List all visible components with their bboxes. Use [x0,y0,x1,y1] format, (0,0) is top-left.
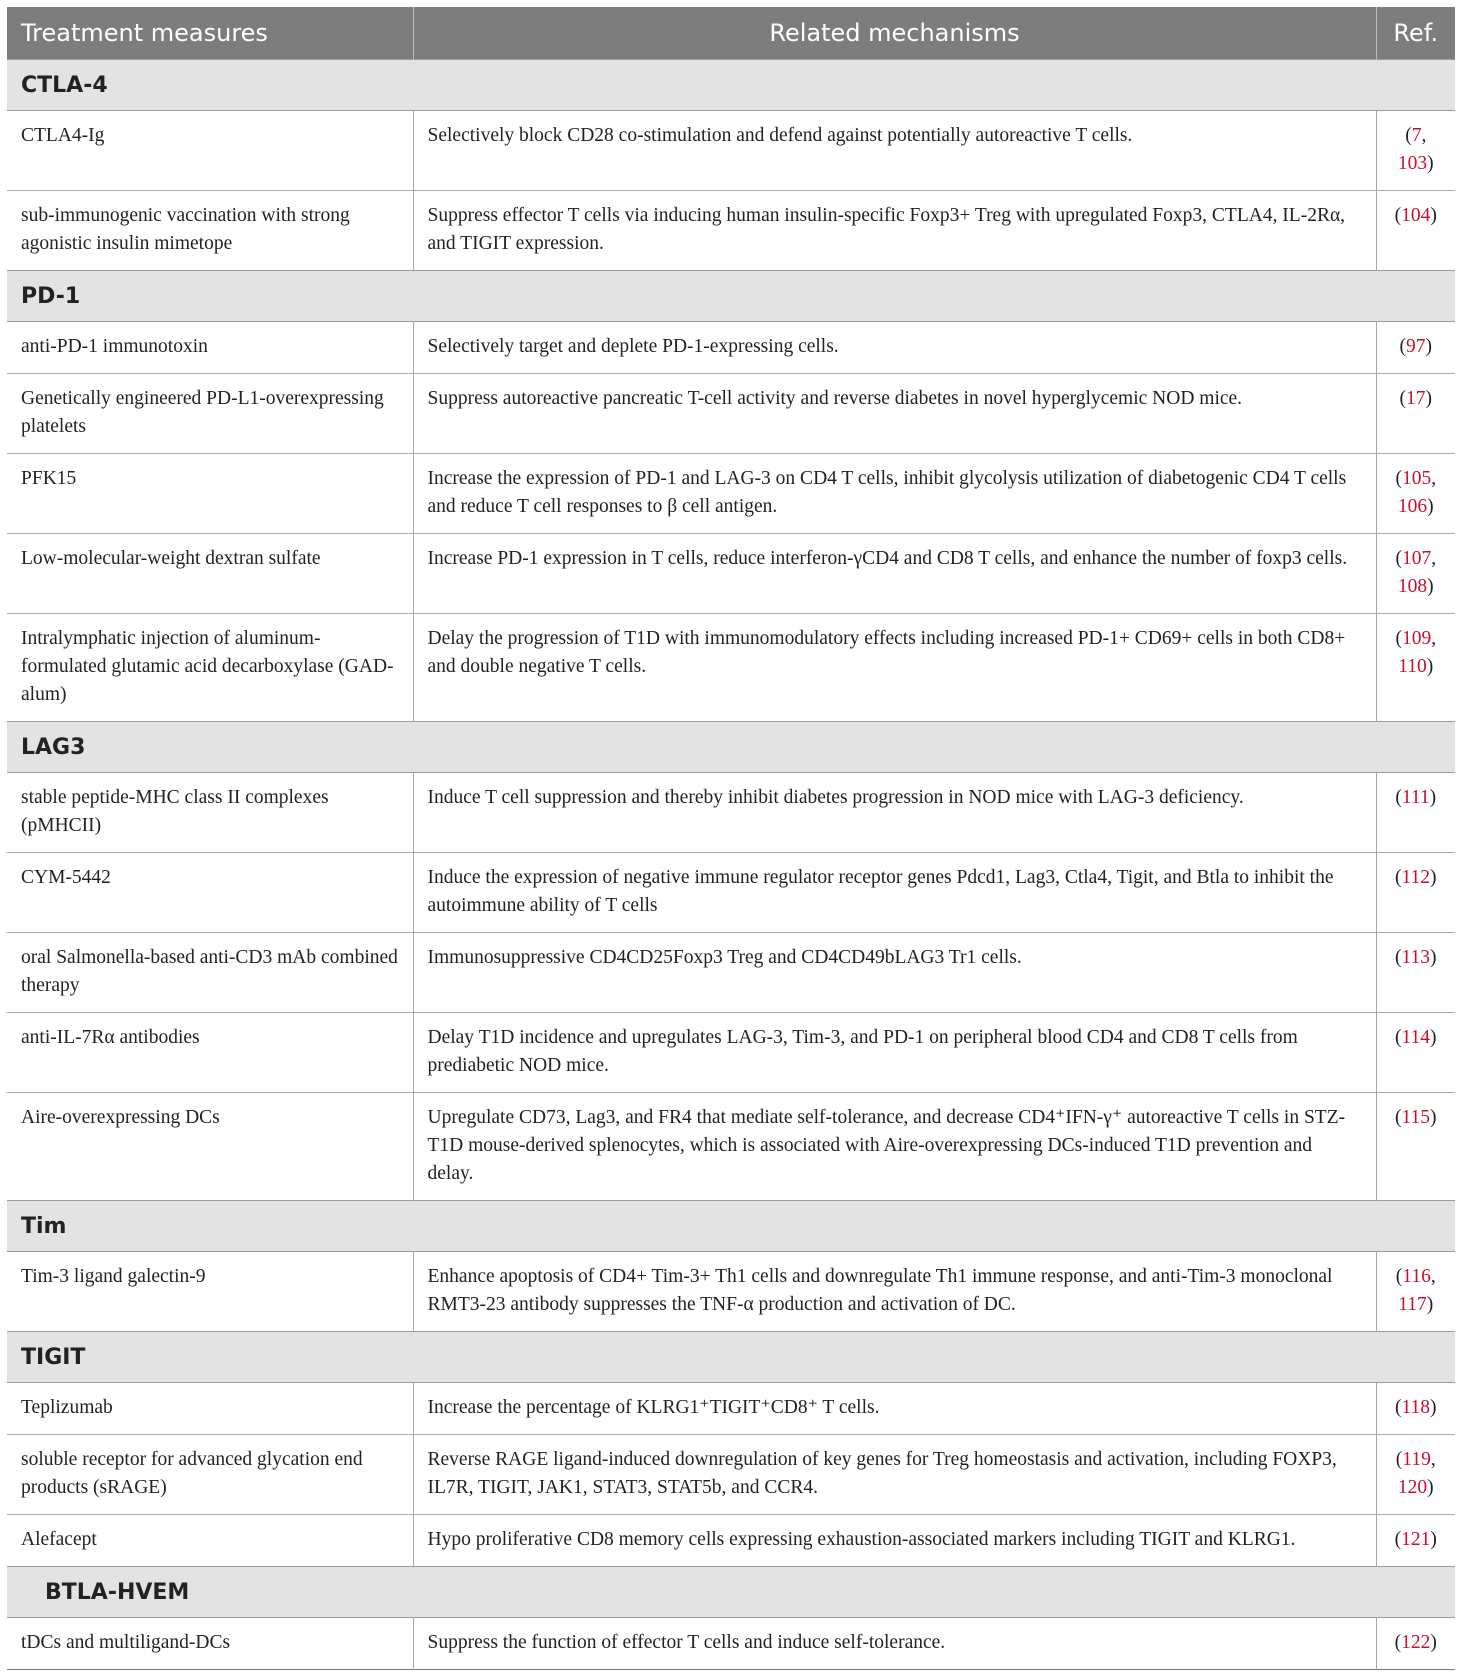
section-title: LAG3 [7,722,1455,773]
ref-cell: (119, 120) [1376,1435,1455,1515]
reference-link[interactable]: 115 [1401,1107,1431,1128]
table-row [7,1515,1455,1567]
reference-link[interactable]: 120 [1397,1477,1428,1498]
treatment-measure-cell: Teplizumab [21,1397,113,1418]
ref-cell: (17) [1376,374,1455,454]
treatment-measure-cell: CTLA4-Ig [21,125,105,146]
reference-link[interactable]: 117 [1398,1294,1427,1315]
table-body [7,60,1455,1670]
treatment-measure-cell: Low-molecular-weight dextran sulfate [7,534,413,614]
section-row [7,1567,1455,1618]
reference-link[interactable]: 105 [1401,468,1432,489]
treatment-measure-cell: oral Salmonella-based anti-CD3 mAb combined therapy [7,933,413,1013]
ref-cell: (115) [1376,1093,1455,1201]
treatment-measure-cell: tDCs and multiligand-DCs [21,1632,231,1653]
reference-link[interactable]: 103 [1397,153,1428,174]
mechanism-cell: Suppress effector T cells via inducing human insulin-specific Foxp3+ Treg with upregulated Foxp3, CTLA4, IL-2Rα, and TIGIT expression. [413,191,1376,271]
section-row [7,60,1455,111]
section-title: TIGIT [7,1332,1455,1383]
mechanism-cell: Selectively target and deplete PD-1-expressing cells. [413,322,1376,374]
treatment-measure-cell: soluble receptor for advanced glycation end products (sRAGE) [7,1435,413,1515]
table-row [7,933,1455,1013]
ref-cell: (114) [1376,1013,1455,1093]
mechanism-cell: Delay the progression of T1D with immunomodulatory effects including increased PD-1+ CD69+ cells in both CD8+ and double negative T cells. [413,614,1376,722]
table-row [7,111,1455,191]
table-row [7,1618,1455,1670]
mechanism-cell: Induce T cell suppression and thereby inhibit diabetes progression in NOD mice with LAG-3 deficiency. [413,773,1376,853]
section-row [7,722,1455,773]
reference-link[interactable]: 7 [1411,125,1422,146]
reference-link[interactable]: 107 [1401,548,1432,569]
table-row [7,1013,1455,1093]
section-row [7,1332,1455,1383]
mechanism-cell: Increase the percentage of KLRG1⁺TIGIT⁺CD8⁺ T cells. [413,1383,1376,1435]
reference-link[interactable]: 108 [1397,576,1428,597]
reference-link[interactable]: 104 [1401,205,1431,226]
table-row [7,1252,1455,1332]
ref-cell: (122) [1376,1618,1455,1670]
treatment-measure-cell: Genetically engineered PD-L1-overexpressing platelets [7,374,413,454]
header-treatment-measures: Treatment measures [7,7,413,60]
ref-cell: (111) [1376,773,1455,853]
table-row [7,1435,1455,1515]
mechanism-cell: Reverse RAGE ligand-induced downregulation of key genes for Treg homeostasis and activation, including FOXP3, IL7R, TIGIT, JAK1, STAT3, STAT5b, and CCR4. [413,1435,1376,1515]
reference-link[interactable]: 116 [1402,1266,1431,1287]
ref-cell: (107, 108) [1376,534,1455,614]
reference-link[interactable]: 119 [1402,1449,1431,1470]
reference-link[interactable]: 122 [1401,1632,1431,1653]
reference-link[interactable]: 118 [1401,1397,1431,1418]
table-row [7,614,1455,722]
mechanism-cell: Suppress the function of effector T cells and induce self-tolerance. [413,1618,1376,1670]
treatment-table [7,7,1455,1670]
ref-cell: (118) [1376,1383,1455,1435]
mechanism-cell: Upregulate CD73, Lag3, and FR4 that mediate self-tolerance, and decrease CD4⁺IFN-γ⁺ autoreactive T cells in STZ-T1D mouse-derived splenocytes, which is associated with Aire-overexpressing DCs-induced T1D prevention and delay. [413,1093,1376,1201]
section-row [7,271,1455,322]
treatment-measure-cell: sub-immunogenic vaccination with strong agonistic insulin mimetope [7,191,413,271]
ref-cell: (113) [1376,933,1455,1013]
reference-link[interactable]: 97 [1406,336,1426,357]
reference-link[interactable]: 106 [1397,496,1428,517]
reference-link[interactable]: 110 [1398,656,1427,677]
treatment-measure-cell: CYM-5442 [7,853,413,933]
reference-link[interactable]: 111 [1401,787,1430,808]
table-row [7,1093,1455,1201]
reference-link[interactable]: 114 [1401,1027,1431,1048]
table-row [7,773,1455,853]
treatment-measure-cell: Tim-3 ligand galectin-9 [21,1266,206,1287]
table-row [7,374,1455,454]
ref-cell: (7, 103) [1376,111,1455,191]
mechanism-cell: Increase PD-1 expression in T cells, reduce interferon-γCD4 and CD8 T cells, and enhance the number of foxp3 cells. [413,534,1376,614]
ref-cell: (116, 117) [1376,1252,1455,1332]
table-row [7,853,1455,933]
mechanism-cell: Increase the expression of PD-1 and LAG-3 on CD4 T cells, inhibit glycolysis utilization of diabetogenic CD4 T cells and reduce T cell responses to β cell antigen. [413,454,1376,534]
section-title: CTLA-4 [7,60,1455,111]
table-header-row [7,7,1455,60]
reference-link[interactable]: 109 [1401,628,1432,649]
reference-link[interactable]: 112 [1401,867,1431,888]
section-row [7,1201,1455,1252]
section-title: PD-1 [7,271,1455,322]
mechanism-cell: Induce the expression of negative immune regulator receptor genes Pdcd1, Lag3, Ctla4, Tigit, and Btla to inhibit the autoimmune ability of T cells [413,853,1376,933]
reference-link[interactable]: 121 [1401,1529,1431,1550]
ref-cell: (104) [1376,191,1455,271]
mechanism-cell: Selectively block CD28 co-stimulation and defend against potentially autoreactive T cells. [413,111,1376,191]
mechanism-cell: Enhance apoptosis of CD4+ Tim-3+ Th1 cells and downregulate Th1 immune response, and anti-Tim-3 monoclonal RMT3-23 antibody suppresses the TNF-α production and activation of DC. [413,1252,1376,1332]
section-title: Tim [7,1201,1455,1252]
table-row [7,1383,1455,1435]
mechanism-cell: Delay T1D incidence and upregulates LAG-3, Tim-3, and PD-1 on peripheral blood CD4 and CD8 T cells from prediabetic NOD mice. [413,1013,1376,1093]
treatment-measure-cell: Aire-overexpressing DCs [7,1093,413,1201]
header-related-mechanisms: Related mechanisms [413,7,1376,60]
treatment-measure-cell: anti-IL-7Rα antibodies [7,1013,413,1093]
reference-link[interactable]: 113 [1401,947,1431,968]
mechanism-cell: Immunosuppressive CD4CD25Foxp3 Treg and CD4CD49bLAG3 Tr1 cells. [413,933,1376,1013]
table-row [7,454,1455,534]
treatment-measure-cell: Alefacept [7,1515,413,1567]
table-row [7,322,1455,374]
ref-cell: (112) [1376,853,1455,933]
treatment-measure-cell: anti-PD-1 immunotoxin [21,336,208,357]
mechanism-cell: Hypo proliferative CD8 memory cells expressing exhaustion-associated markers including TIGIT and KLRG1. [413,1515,1376,1567]
ref-cell: (121) [1376,1515,1455,1567]
ref-cell: (109, 110) [1376,614,1455,722]
section-title: BTLA-HVEM [7,1567,1455,1618]
treatment-measure-cell: PFK15 [7,454,413,534]
mechanism-cell: Suppress autoreactive pancreatic T-cell activity and reverse diabetes in novel hyperglycemic NOD mice. [413,374,1376,454]
table-row [7,534,1455,614]
ref-cell: (97) [1376,322,1455,374]
treatment-measure-cell: stable peptide-MHC class II complexes (pMHCII) [21,787,329,836]
header-ref: Ref. [1376,7,1455,60]
table-row [7,191,1455,271]
reference-link[interactable]: 17 [1406,388,1426,409]
treatment-measure-cell: Intralymphatic injection of aluminum-formulated glutamic acid decarboxylase (GAD-alum) [7,614,413,722]
ref-cell: (105, 106) [1376,454,1455,534]
